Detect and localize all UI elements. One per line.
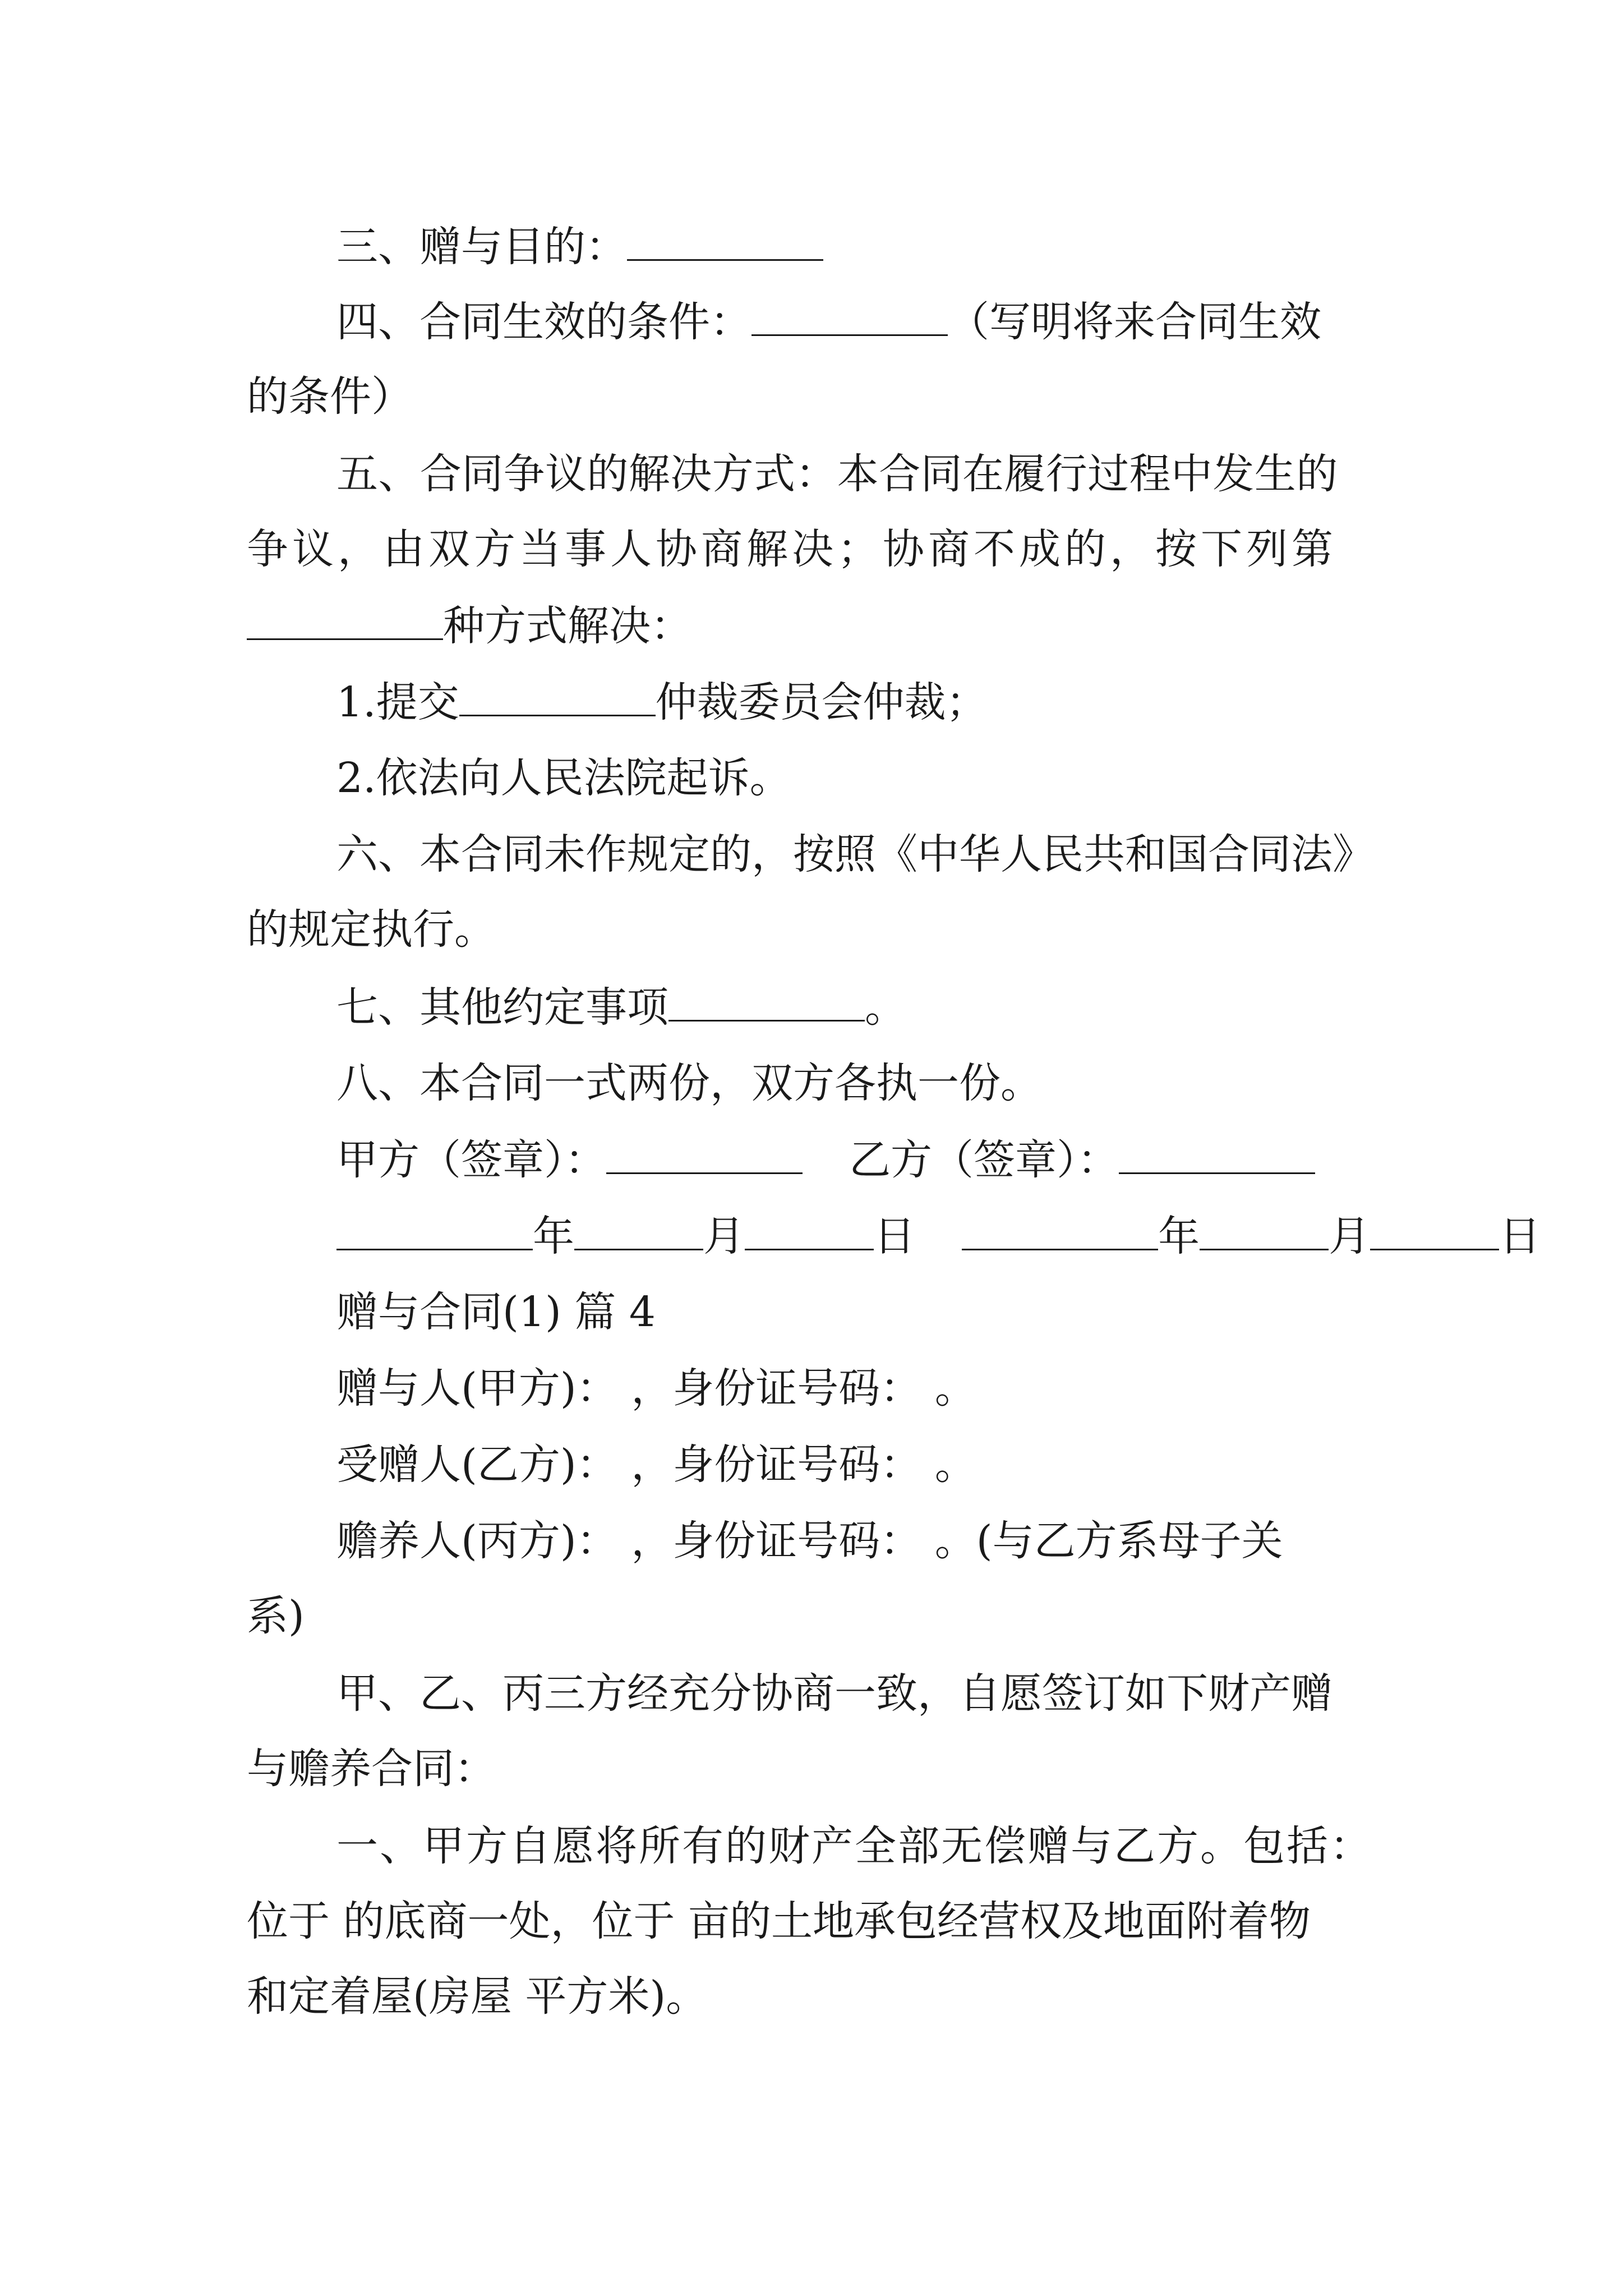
clause-4-label: 四、合同生效的条件：: [336, 298, 751, 346]
clause-3-label: 三、赠与目的：: [336, 223, 627, 271]
clause-6-line-2: 的规定执行。: [247, 905, 496, 954]
blank-field: [627, 226, 823, 261]
blank-field: [1119, 1139, 1315, 1174]
option-1-text: 仲裁委员会仲裁；: [655, 678, 988, 726]
clause-5-line-2: 争议，由双方当事人协商解决；协商不成的，按下列第: [247, 525, 1337, 573]
section-heading: 赠与合同(1) 篇 4: [336, 1288, 656, 1336]
blank-field: [1200, 1215, 1329, 1250]
blank-field: [745, 1215, 874, 1250]
year-label: 年: [533, 1212, 574, 1260]
clause-7-label: 七、其他约定事项: [336, 983, 668, 1032]
clause-5-text-1: 五、合同争议的解决方式：本合同在履行过程中发生的: [336, 450, 1338, 498]
article-1-line-1: 一、甲方自愿将所有的财产全部无偿赠与乙方。包括：: [336, 1822, 1373, 1870]
day-label: 日: [874, 1212, 915, 1260]
clause-7-line: [336, 983, 906, 1032]
clause-6-line-1: 六、本合同未作规定的，按照《中华人民共和国合同法》: [336, 830, 1374, 878]
clause-7-end: 。: [865, 983, 906, 1032]
signature-line: [336, 1136, 1315, 1184]
article-1-line-3: 和定着屋(房屋 平方米)。: [247, 1972, 708, 2021]
article-1-line-2: 位于 的底商一处，位于 亩的土地承包经营权及地面附着物: [247, 1897, 1311, 1945]
option-2-line: 2.依法向人民法院起诉。: [336, 754, 791, 802]
blank-field: [574, 1215, 703, 1250]
supporter-line: 赡养人(丙方)： ，身份证号码： 。(与乙方系母子关: [336, 1517, 1283, 1565]
party-b-sign-label: 乙方（签章）：: [849, 1136, 1119, 1184]
blank-field: [751, 301, 948, 336]
month-label: 月: [703, 1212, 745, 1260]
clause-5-line-3: [247, 602, 692, 650]
clause-5-line-1: [336, 450, 1380, 498]
party-a-sign-label: 甲方（签章）：: [336, 1136, 606, 1184]
donor-line: 赠与人(甲方)： ，身份证号码： 。: [336, 1364, 976, 1412]
blank-field: [668, 986, 865, 1022]
option-1-label: 1.提交: [336, 678, 459, 726]
preamble-line-2: 与赡养合同：: [247, 1745, 496, 1793]
blank-field: [247, 605, 443, 640]
blank-field: [1370, 1215, 1499, 1250]
month-label: 月: [1329, 1212, 1371, 1260]
supporter-line-2: 系): [247, 1592, 305, 1640]
blank-field: [606, 1139, 803, 1174]
option-1-line: [336, 678, 988, 726]
clause-4-note: （写明将来合同生效: [948, 298, 1321, 346]
blank-field: [962, 1215, 1158, 1250]
blank-field: [336, 1215, 533, 1250]
date-line: [336, 1212, 1541, 1260]
blank-field: [459, 681, 656, 716]
day-label: 日: [1499, 1212, 1541, 1260]
clause-4-line: [336, 298, 1321, 346]
preamble-line-1: 甲、乙、丙三方经充分协商一致，自愿签订如下财产赠: [336, 1669, 1332, 1718]
clause-5-text-3: 种方式解决：: [443, 602, 692, 650]
clause-8-line: 八、本合同一式两份，双方各执一份。: [336, 1059, 1042, 1107]
clause-4-continuation: 的条件）: [247, 372, 413, 421]
year-label: 年: [1158, 1212, 1200, 1260]
donee-line: 受赠人(乙方)： ，身份证号码： 。: [336, 1441, 976, 1489]
clause-3-line: [336, 223, 823, 271]
